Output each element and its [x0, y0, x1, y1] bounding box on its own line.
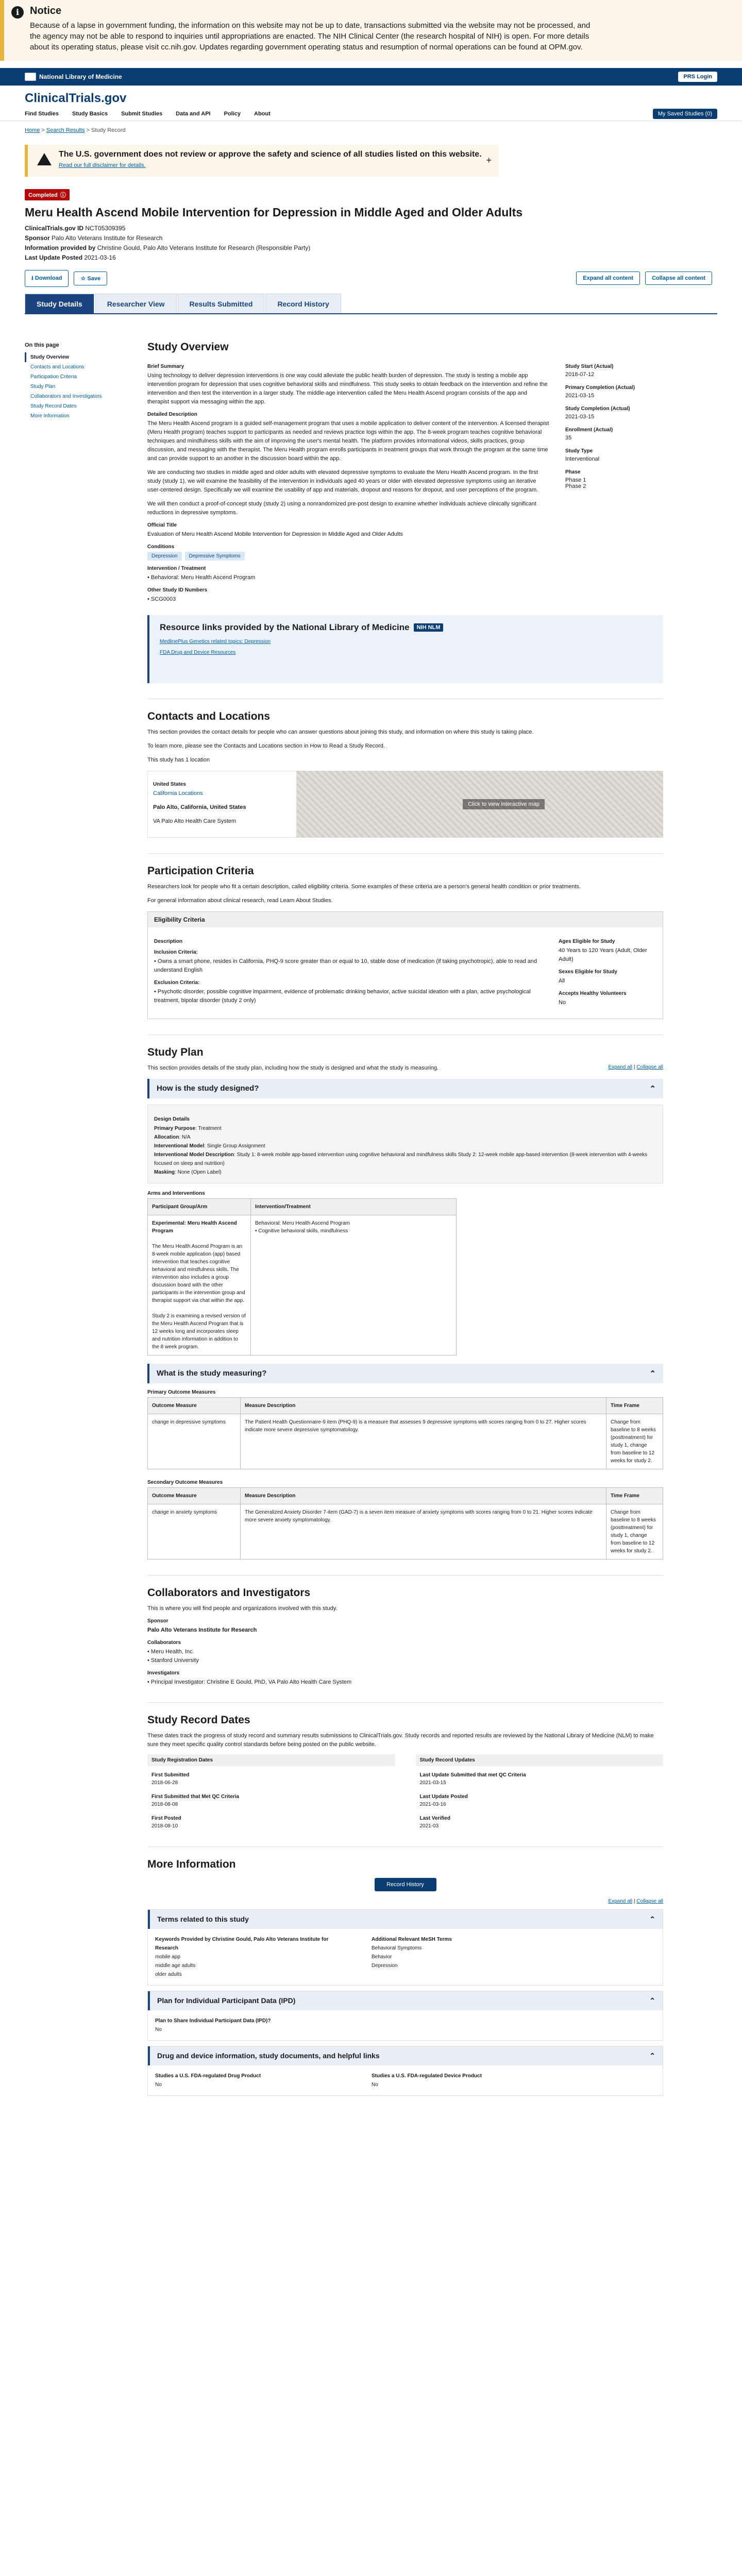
chevron-up-icon: ⌃: [649, 1369, 656, 1378]
nlm-resources: Resource links provided by the National Library of Medicine NIH NLM MedlinePlus Genetics related topics: Depression FDA Drug and Device Resources: [147, 615, 663, 683]
other-id: • SCG0003: [147, 596, 176, 602]
notice-body: Because of a lapse in government funding, the information on this website may not be up to date, transactions submitted via the website may not be processed, and the agency may not be able to respond to inquiries until appropriations are enacted. The NIH Clinical Center (the research hospital of NIH) is open. For more details about its operating status, please visit cc.nih.gov. Updates regarding government operating status and resumption of normal operations can be found at OPM.gov.: [30, 21, 591, 52]
condition-chip[interactable]: Depression: [147, 552, 182, 561]
crumb-search[interactable]: Search Results: [46, 127, 85, 133]
section-title: More Information: [147, 1858, 236, 1870]
menu-study-basics[interactable]: Study Basics: [72, 111, 108, 117]
record-history-button[interactable]: Record History: [375, 1878, 436, 1891]
expand-all-button[interactable]: Expand all content: [576, 272, 640, 285]
crumb-home[interactable]: Home: [25, 127, 40, 133]
terms-accordion: Terms related to this study ⌃ Keywords Provided by Christine Gould, Palo Alto Veterans Institute for Research mobile app middle age adults older adults Additional Relevant MeSH Terms Behavioral Symptoms Behavior Depression: [147, 1909, 663, 1986]
more-information: More Information Record History Expand all | Collapse all Terms related to this study ⌃ Keywords Provided by Christine Gould, Palo Alto Veterans Institute for Research mobile app middle age adults older adults Additional Relevant MeSH Terms Behavioral Symptoms Behavior Depression Plan for Individual Participant Data (IPD) ⌃ Plan to Share Individual Participant Data (IPD)? No Drug and device information, study documents, and helpful links ⌃ Studies a U.S. FDA-regulated Drug Product No Studies a U.S. FDA-regulated Device Product No: [147, 1846, 663, 2096]
design-accordion[interactable]: How is the study designed? ⌃: [147, 1079, 663, 1098]
map-view-button[interactable]: Click to view interactive map: [463, 799, 545, 809]
disclaimer-link[interactable]: Read our full disclaimer for details.: [59, 162, 146, 168]
chevron-up-icon: ⌃: [649, 1915, 655, 1923]
nav-more-info[interactable]: More Information: [30, 413, 70, 419]
nih-logo-icon: [25, 73, 36, 81]
record-dates: Study Record Dates These dates track the progress of study record and summary results submissions to ClinicalTrials.gov. Study records and reported results are reviewed by the National Library of Medicine (NLM) to make sure they meet specific quality control standards before being posted on the public website. Study Registration Dates Study Record Updates First Submitted 2018-06-28 Last Update Submitted that met QC Criteria 2021-03-15 First Submitted that Met QC Criteria 2018-08-08 Last Update Posted 2021-03-16 First Posted 2018-08-10 Last Verified 2021-03: [147, 1702, 663, 1831]
section-title: Participation Criteria: [147, 865, 254, 877]
tab-study-details[interactable]: Study Details: [25, 294, 94, 313]
disclaimer-title: The U.S. government does not review or approve the safety and science of all studies listed on this website.: [59, 150, 482, 159]
ipd-accordion: Plan for Individual Participant Data (IPD) ⌃ Plan to Share Individual Participant Data (IPD)? No: [147, 1991, 663, 2041]
nav-plan[interactable]: Study Plan: [30, 384, 56, 389]
page-nav: [25, 314, 128, 2101]
collaborators: Collaborators and Investigators This is where you will find people and organizations involved with this study. Sponsor Palo Alto Veterans Institute for Research Collaborators • Meru Health, Inc. • Stanford University Investigators • Principal Investigator: Christine E Gould, PhD, VA Palo Alto Health Care System: [147, 1575, 663, 1687]
chevron-up-icon: ⌃: [649, 1084, 656, 1093]
nlm-logo[interactable]: National Library of Medicine: [25, 66, 122, 87]
official-title: Evaluation of Meru Health Ascend Mobile Intervention for Depression in Middle Aged and Older Adults: [147, 531, 403, 537]
nav-collaborators[interactable]: Collaborators and Investigators: [30, 394, 102, 399]
tab-results-submitted[interactable]: Results Submitted: [178, 294, 265, 313]
saved-studies-button[interactable]: My Saved Studies (0): [653, 109, 717, 119]
gov-disclaimer: [25, 145, 499, 177]
detailed-description: The Meru Health Ascend program is a guided self-management program that uses a mobile application to deliver content of the intervention. A licensed therapist (Meru Health program) teaches support to participants as needed and reviews practice logs within the app. The 8-week program teaches cognitive behavioral techniques and mindfulness skills with the aim of improving the user's mental health. The platform provides informational videos, skills practices, group discussion, and messaging with the therapist. The Meru Health program enrolls participants in treatment groups that work through the program at the same time and can provide support to an another in the discussion board within the app.: [147, 420, 549, 462]
collapse-all-button[interactable]: Collapse all content: [645, 272, 712, 285]
expand-all-link[interactable]: Expand all: [608, 1064, 633, 1070]
drug-device-accordion: Drug and device information, study documents, and helpful links ⌃ Studies a U.S. FDA-regulated Drug Product No Studies a U.S. FDA-regulated Device Product No: [147, 2046, 663, 2096]
resource-link[interactable]: FDA Drug and Device Resources: [160, 650, 236, 655]
section-title: Study Record Dates: [147, 1714, 250, 1726]
menu-about[interactable]: About: [254, 111, 271, 117]
secondary-outcomes-table: Outcome Measure Measure Description Time Frame change in anxiety symptoms The Generalized Anxiety Disorder 7-item (GAD-7) is a seven item measure of anxiety symptoms with scores ranging from 0 to 21. Higher scores indicate more severe anxiety symptomatology. Change from baseline to 8 weeks (posttreatment) for study 1, change from baseline to 12 weeks for study 2.: [147, 1487, 663, 1560]
menu-submit-studies[interactable]: Submit Studies: [121, 111, 163, 117]
section-title: Study Plan: [147, 1046, 204, 1058]
contacts-locations: Contacts and Locations This section provides the contact details for people who can answer questions about joining this study, and information on where this study is taking place. To learn more, please see the Contacts and Locations section in How to Read a Study Record. This study has 1 location United States California Locations Palo Alto, California, United States VA Palo Alto Health Care System Click to view interactive map: [147, 699, 663, 838]
nlm-logo-icon: NIH NLM: [414, 623, 444, 632]
record-tabs: [25, 294, 717, 314]
study-header: Completed ⓘ Meru Health Ascend Mobile Intervention for Depression in Middle Aged and Older Adults ClinicalTrials.gov ID NCT05309395 Sponsor Palo Alto Veterans Institute for Research Information provided by Christine Gould, Palo Alto Veterans Institute for Research (Responsible Party) Last Update Posted 2021-03-16: [0, 182, 742, 263]
intervention: • Behavioral: Meru Health Ascend Program: [147, 574, 256, 581]
study-facts: Study Start (Actual) 2018-07-12 Primary Completion (Actual) 2021-03-15 Study Completion (Actual) 2021-03-15 Enrollment (Actual) 35 Study Type Interventional Phase Phase 1 Phase 2: [565, 364, 635, 489]
nav-record-dates[interactable]: Study Record Dates: [30, 403, 77, 409]
breadcrumb: Home > Search Results > Study Record: [25, 127, 126, 133]
nav-criteria[interactable]: Participation Criteria: [30, 374, 77, 380]
section-title: Study Overview: [147, 341, 229, 353]
location-map[interactable]: United States California Locations Palo Alto, California, United States VA Palo Alto Health Care System Click to view interactive map: [147, 771, 663, 838]
notice-title: Notice: [30, 5, 62, 16]
menu-policy[interactable]: Policy: [224, 111, 241, 117]
funding-notice: [0, 0, 742, 61]
nlm-bar: [0, 68, 742, 86]
menu-find-studies[interactable]: Find Studies: [25, 111, 59, 117]
measure-accordion[interactable]: What is the study measuring? ⌃: [147, 1364, 663, 1383]
section-title: Collaborators and Investigators: [147, 1587, 311, 1599]
collapse-all-link[interactable]: Collapse all: [636, 1899, 663, 1904]
brief-summary: Using technology to deliver depression interventions is one way could alleviate the public health burden of depression. The study is testing a mobile app intervention program for depression that uses cognitive behavioral skills and mindfulness. This study seeks to obtain feedback on the intervention and refine the intervention and then test the intervention in a larger study. The middle-age intervention called the Meru Health Ascend program consists of the app and therapist support via messaging within the app.: [147, 372, 548, 405]
resource-link[interactable]: MedlinePlus Genetics related topics: Depression: [160, 639, 271, 645]
nav-study-overview[interactable]: Study Overview: [25, 352, 128, 362]
chevron-up-icon: ⌃: [649, 1996, 655, 2005]
expand-all-link[interactable]: Expand all: [608, 1899, 633, 1904]
tab-researcher-view[interactable]: Researcher View: [95, 294, 177, 313]
study-plan: Study Plan This section provides details of the study plan, including how the study is designed and what the study is measuring. Expand all | Collapse all How is the study designed? ⌃ Design Details Primary Purpose: Treatment Allocation: N/A Interventional Model: Single Group Assignment Interventional Model Description: Study 1: 8-week mobile app-based intervention using cognitive behavioral and mindfulness skills Study 2: 12-week mobile app-based intervention (8-week intervention with 4-weeks focused on sleep and nutrition) Masking: None (Open Label) Arms and Interventions Participant Group/Arm Intervention/Treatment Experimental: Meru Health Ascend Program The Meru Health Ascend Program is an 8-week mobile application (app) based intervention that teaches cognitive behavioral and mindfulness skills. The intervention also includes a group discussion board with the other participants in the intervention group and therapist support via chat within the app. Study 2 is examining a revised version of the Meru Health Ascend Program that is 12 weeks long and incorporates sleep and nutrition information in addition to the 8 week program. Behavioral: Meru Health Ascend Program • Cognitive behavioral skills, mindfulness What is the study measuring? ⌃ Primary Outcome Measures Outcome Measure Measure Description Time Frame change in depressive symptoms The Patient Health Questionnaire-9 item (PHQ-9) is a measure that assesses 9 depressive symptoms with scores ranging from 0 to 27. Higher scores indicate more severe depressive symptomatology. Change from baseline to 8 weeks (posttreatment) for study 1, change from baseline to 12 weeks for study 2. Secondary Outcome Measures Outcome Measure Measure Description Time Frame change in anxiety symptoms The Generalized Anxiety Disorder 7-item (GAD-7) is a seven item measure of anxiety symptoms with scores ranging from 0 to 21. Higher scores indicate more severe anxiety symptomatology. Change from baseline to 8 weeks (posttreatment) for study 1, change from baseline to 12 weeks for study 2.: [147, 1035, 663, 1560]
site-brand[interactable]: ClinicalTrials.gov: [25, 91, 127, 105]
action-row: [25, 270, 717, 286]
collapse-all-link[interactable]: Collapse all: [636, 1064, 663, 1070]
section-title: Contacts and Locations: [147, 710, 271, 722]
menu-data-api[interactable]: Data and API: [176, 111, 211, 117]
warning-icon: [37, 153, 52, 165]
condition-chip[interactable]: Depressive Symptoms: [185, 552, 245, 561]
download-button[interactable]: ⭳ Download: [25, 270, 69, 287]
info-icon[interactable]: ⓘ: [60, 192, 66, 198]
study-title: Meru Health Ascend Mobile Intervention for Depression in Middle Aged and Older Adults: [25, 206, 523, 219]
save-button[interactable]: ☆ Save: [74, 272, 107, 285]
arms-table: Participant Group/Arm Intervention/Treatment Experimental: Meru Health Ascend Program The Meru Health Ascend Program is an 8-week mobile application (app) based intervention that teaches cognitive behavioral and mindfulness skills. The intervention also includes a group discussion board with the other participants in the intervention group and therapist support via chat within the app. Study 2 is examining a revised version of the Meru Health Ascend Program that is 12 weeks long and incorporates sleep and nutrition information in addition to the 8 week program. Behavioral: Meru Health Ascend Program • Cognitive behavioral skills, mindfulness: [147, 1198, 457, 1355]
study-overview: Study Overview Brief Summary Using technology to deliver depression interventions is one way could alleviate the public health burden of depression. The study is testing a mobile app intervention program for depression that uses cognitive behavioral skills and mindfulness. This study seeks to obtain feedback on the intervention and refine the intervention and then test the intervention in a larger study. The middle-age intervention called the Meru Health Ascend program consists of the app and therapist support via messaging within the app. Detailed Description The Meru Health Ascend program is a guided self-management program that uses a mobile application to deliver content of the intervention. A licensed therapist (Meru Health program) teaches support to participants as needed and reviews practice logs within the app. The 8-week program teaches cognitive behavioral techniques and mindfulness skills with the aim of improving the user's mental health. The platform provides informational videos, skills practices, group discussion, and messaging with the therapist. The Meru Health program enrolls participants in treatment groups that work through the program at the same time and can provide support to an another in the discussion board within the app. We are conducting two studies in middle aged and older adults with elevated depressive symptoms to evaluate the Meru Health Ascend program. In the first study (study 1), we will examine the feasibility of the intervention in individuals aged 40 years or older with elevated depressive symptoms using an iterative user-centered design. Specifically we will examine the usability of app and materials, dropout and reasons for dropout, and user perceptions of the program. We will then conduct a proof-of-concept study (study 2) using a nonrandomized pre-post design to examine whether individuals achieve clinically significant reductions in depressive symptoms. Official Title Evaluation of Meru Health Ascend Mobile Intervention for Depression in Middle Aged and Older Adults Conditions Depression Depressive Symptoms Intervention / Treatment • Behavioral: Meru Health Ascend Program Other Study ID Numbers • SCG0003 Study Start (Actual) 2018-07-12 Primary Completion (Actual) 2021-03-15 Study Completion (Actual) 2021-03-15 Enrollment (Actual) 35 Study Type Interventional Phase Phase 1 Phase 2 Resource links provided by the National Library of Medicine NIH NLM MedlinePlus Genetics related topics: Depression FDA Drug and Device Resources: [147, 330, 663, 683]
main-menu: [25, 107, 717, 121]
study-sponsor: Palo Alto Veterans Institute for Research: [52, 234, 163, 242]
crumb-current: Study Record: [91, 127, 126, 133]
info-icon: i: [11, 6, 24, 19]
primary-outcomes-table: Outcome Measure Measure Description Time Frame change in depressive symptoms The Patient Health Questionnaire-9 item (PHQ-9) is a measure that assesses 9 depressive symptoms with scores ranging from 0 to 27. Higher scores indicate more severe depressive symptomatology. Change from baseline to 8 weeks (posttreatment) for study 1, change from baseline to 12 weeks for study 2.: [147, 1397, 663, 1469]
study-info: Christine Gould, Palo Alto Veterans Institute for Research (Responsible Party): [97, 244, 311, 251]
tab-record-history[interactable]: Record History: [265, 294, 341, 313]
last-update: 2021-03-16: [84, 254, 116, 261]
chevron-up-icon: ⌃: [649, 2052, 655, 2060]
study-id: NCT05309395: [85, 225, 126, 232]
page-nav-title: On this page: [25, 342, 59, 348]
prs-login-button[interactable]: PRS Login: [678, 72, 717, 82]
status-badge: Completed ⓘ: [25, 189, 70, 200]
participation-criteria: Participation Criteria Researchers look for people who fit a certain description, called eligibility criteria. Some examples of these criteria are a person's general health condition or prior treatments. For general information about clinical research, read Learn About Studies. Eligibility Criteria Description Inclusion Criteria: • Owns a smart phone, resides in California, PHQ-9 score greater than or equal to 10, stable dose of medication (if taking psychotropic), able to read and understand English Exclusion Criteria: • Psychotic disorder, possible cognitive impairment, evidence of problematic drinking behavior, active suicidal ideation with a plan, active psychological treatment, bipolar disorder (study 2 only) Ages Eligible for Study 40 Years to 120 Years (Adult, Older Adult) Sexes Eligible for Study All Accepts Healthy Volunteers No: [147, 853, 663, 1019]
nav-contacts[interactable]: Contacts and Locations: [30, 364, 85, 370]
expand-icon[interactable]: +: [486, 155, 492, 165]
site-header: [0, 86, 742, 121]
